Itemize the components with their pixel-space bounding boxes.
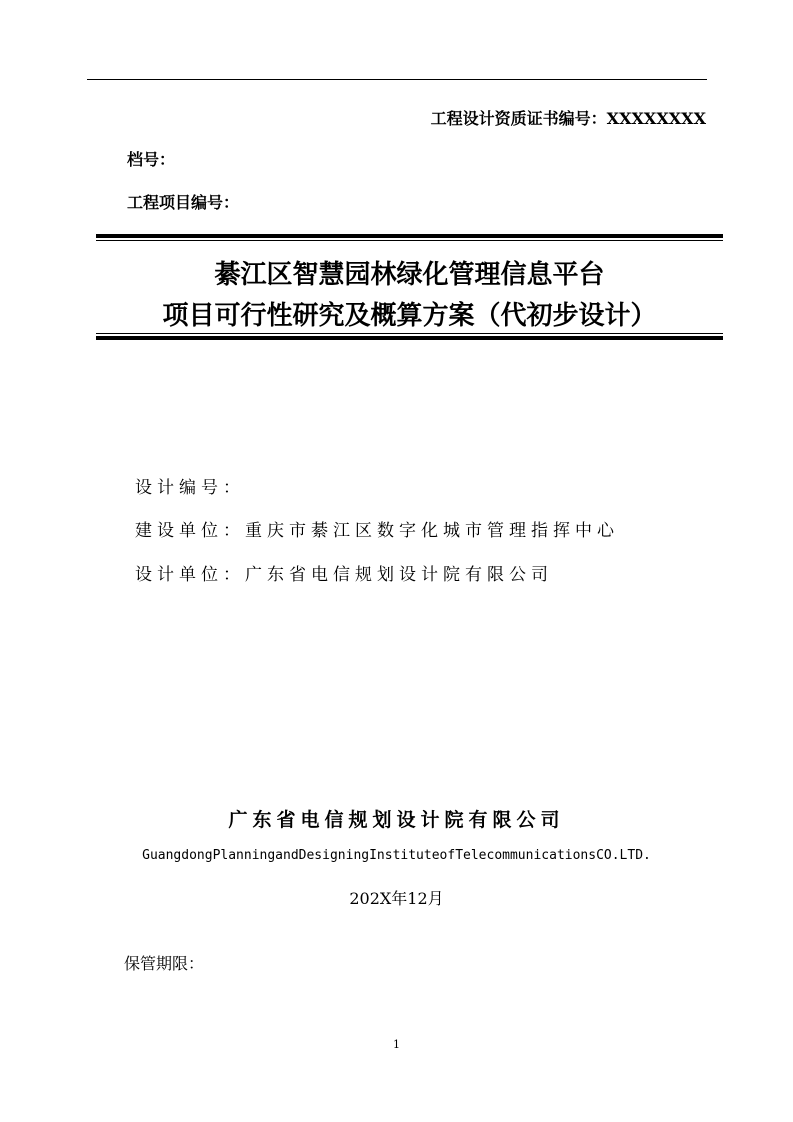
design-number-label: 设计编号： <box>135 478 245 498</box>
retention-period-label: 保管期限： <box>124 954 205 973</box>
project-number-label: 工程项目编号： <box>127 193 240 212</box>
certificate-number: 工程设计资质证书编号：XXXXXXXX <box>430 109 706 128</box>
construction-unit: 建设单位：重庆市綦江区数字化城市管理指挥中心 <box>135 521 619 541</box>
title-rule-top-thin <box>96 240 723 241</box>
title-rule-bottom-thick <box>96 336 723 340</box>
design-unit: 设计单位：广东省电信规划设计院有限公司 <box>135 565 553 585</box>
document-title-line1: 綦江区智慧园林绿化管理信息平台 <box>214 260 605 290</box>
document-date: 202X年12月 <box>349 889 444 908</box>
title-rule-top-thick <box>96 234 723 238</box>
header-rule <box>87 79 707 80</box>
company-name-cn: 广东省电信规划设计院有限公司 <box>228 809 565 831</box>
title-rule-bottom-thin <box>96 333 723 334</box>
document-title-line2: 项目可行性研究及概算方案（代初步设计） <box>162 301 657 331</box>
page-number: 1 <box>393 1038 400 1051</box>
archive-number-label: 档号： <box>127 150 176 169</box>
company-name-en: GuangdongPlanningandDesigningInstituteofTelecommunicationsCO.LTD. <box>142 848 651 863</box>
